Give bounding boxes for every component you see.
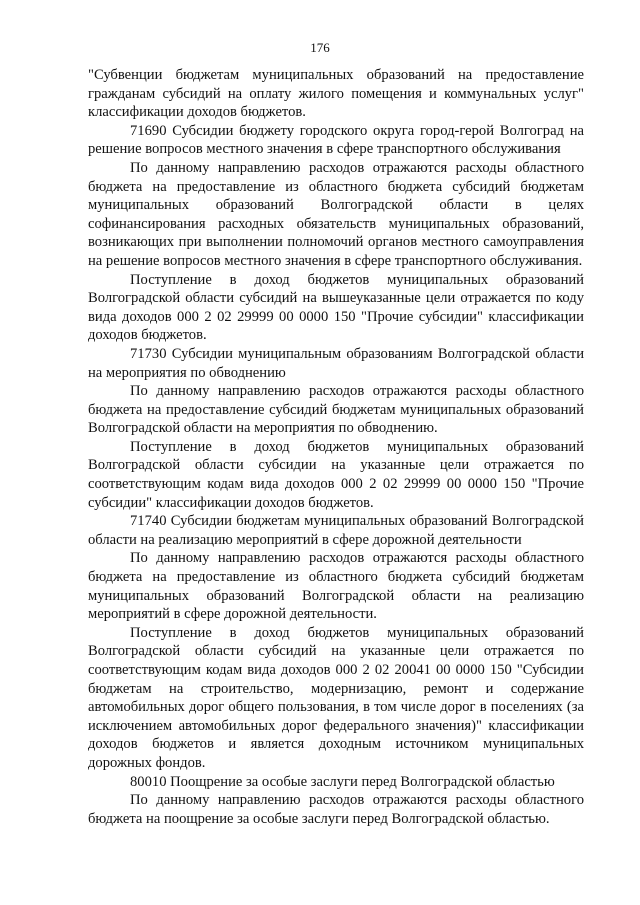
paragraph-71690-income: Поступление в доход бюджетов муниципальных образований Волгоградской области субсидий на вышеуказанные цели отражается по коду вида доходов 000 2 02 29999 00 0000 150 "Прочие субсидии" классификации доходов бюджетов. bbox=[88, 271, 584, 344]
paragraph-71730-expenses: По данному направлению расходов отражаются расходы областного бюджета на предоставление субсидий бюджетам муниципальных образований Волгоградской области на мероприятия по обводнению. bbox=[88, 383, 584, 437]
heading-71690: 71690 Субсидии бюджету городского округа город-герой Волгоград на решение вопросов местного значения в сфере транспортного обслуживания bbox=[88, 122, 584, 158]
heading-71740: 71740 Субсидии бюджетам муниципальных образований Волгоградской области на реализацию мероприятий в сфере дорожной деятельности bbox=[88, 513, 584, 548]
paragraph-71740-expenses: По данному направлению расходов отражаются расходы областного бюджета на предоставление из областного бюджета субсидий бюджетам муниципальных образований Волгоградской области на реализацию мероприятий в сфере дорожной деятельности. bbox=[88, 550, 584, 623]
paragraph-71740-income: Поступление в доход бюджетов муниципальных образований Волгоградской области субсидий на указанные цели отражается по соответствующим кодам вида доходов 000 2 02 20041 00 0000 150 "Субсидии бюджетам на строительство, модернизацию, ремонт и содержание автомобильных дорог общего пользования, в том числе дорог в поселениях (за исключением автомобильных дорог федерального значения)" классификации доходов бюджетов и является доходным источником муниципальных дорожных фондов. bbox=[88, 624, 584, 771]
document-body bbox=[88, 66, 584, 828]
heading-71730: 71730 Субсидии муниципальным образованиям Волгоградской области на мероприятия по обводнению bbox=[88, 345, 584, 381]
heading-80010: 80010 Поощрение за особые заслуги перед Волгоградской областью bbox=[130, 773, 555, 790]
paragraph-80010-expenses: По данному направлению расходов отражаются расходы областного бюджета на поощрение за особые заслуги перед Волгоградской областью. bbox=[88, 792, 584, 827]
paragraph-71690-expenses: По данному направлению расходов отражаются расходы областного бюджета на предоставление из областного бюджета субсидий бюджетам муниципальных образований Волгоградской области в целях софинансирования расходных обязательств муниципальных образований, возникающих при выполнении полномочий органов местного самоуправления на решение вопросов местного значения в сфере транспортного обслуживания. bbox=[88, 159, 584, 269]
paragraph-71730-income: Поступление в доход бюджетов муниципальных образований Волгоградской области субсидии на указанные цели отражается по соответствующим кодам вида доходов 000 2 02 29999 00 0000 150 "Прочие субсидии" классификации доходов бюджетов. bbox=[88, 438, 584, 511]
paragraph-subventions-classification: "Субвенции бюджетам муниципальных образований на предоставление гражданам субсидий на оплату жилого помещения и коммунальных услуг" классификации доходов бюджетов. bbox=[88, 67, 584, 121]
page-number: 176 bbox=[310, 40, 330, 55]
